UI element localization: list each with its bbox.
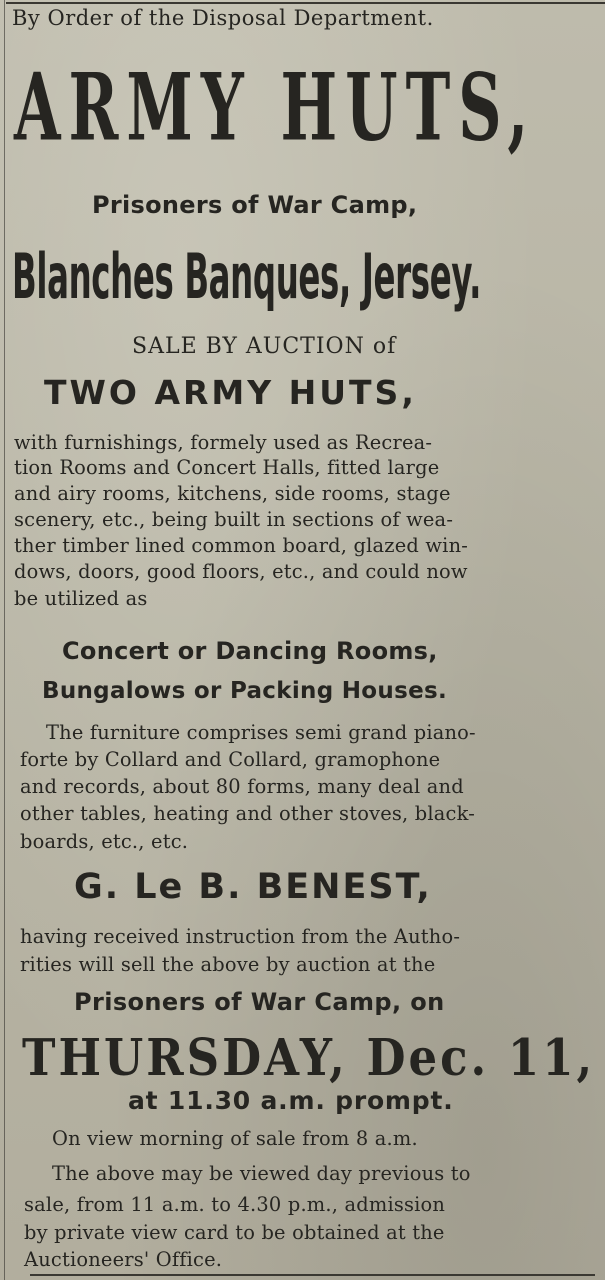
viewing-line: The above may be viewed day previous to xyxy=(52,1162,471,1185)
furniture-line: forte by Collard and Collard, gramophone xyxy=(20,748,441,771)
advert-title: ARMY HUTS, xyxy=(14,54,537,163)
furniture-line: boards, etc., etc. xyxy=(20,830,189,853)
sale-time: at 11.30 a.m. prompt. xyxy=(128,1086,454,1115)
sale-date: THURSDAY, Dec. 11, xyxy=(22,1028,596,1088)
top-rule xyxy=(6,2,605,4)
description-line: scenery, etc., being built in sections of wea- xyxy=(14,508,454,531)
header-line: By Order of the Disposal Department. xyxy=(12,6,434,30)
description-line: with furnishings, formely used as Recrea- xyxy=(14,431,433,454)
furniture-line: other tables, heating and other stoves, black- xyxy=(20,802,475,825)
location-line: Blanches Banques, Jersey. xyxy=(12,240,482,314)
viewing-line: sale, from 11 a.m. to 4.30 p.m., admission xyxy=(24,1193,446,1216)
description-line: and airy rooms, kitchens, side rooms, stage xyxy=(14,482,451,505)
auctioneer-name: G. Le B. BENEST, xyxy=(74,867,432,907)
subtitle-line: Prisoners of War Camp, xyxy=(92,191,418,219)
left-column-rule xyxy=(4,0,5,1280)
sale-intro: SALE BY AUCTION of xyxy=(132,334,397,359)
instruction-line: rities will sell the above by auction at the xyxy=(20,953,436,976)
viewing-line: On view morning of sale from 8 a.m. xyxy=(52,1127,418,1150)
description-line: dows, doors, good floors, etc., and could now xyxy=(14,560,468,583)
furniture-line: The furniture comprises semi grand piano- xyxy=(46,721,476,744)
sale-item-heading: TWO ARMY HUTS, xyxy=(44,373,417,412)
instruction-line: having received instruction from the Autho- xyxy=(20,925,461,948)
description-line: ther timber lined common board, glazed win- xyxy=(14,534,469,557)
description-line: tion Rooms and Concert Halls, fitted large xyxy=(14,456,440,479)
description-line: be utilized as xyxy=(14,587,148,610)
furniture-line: and records, about 80 forms, many deal and xyxy=(20,775,464,798)
use-line: Concert or Dancing Rooms, xyxy=(62,637,438,665)
viewing-line: Auctioneers' Office. xyxy=(24,1248,223,1271)
use-line: Bungalows or Packing Houses. xyxy=(42,678,448,704)
bottom-rule xyxy=(30,1274,595,1276)
viewing-line: by private view card to be obtained at the xyxy=(24,1221,445,1244)
venue-line: Prisoners of War Camp, on xyxy=(74,988,445,1016)
